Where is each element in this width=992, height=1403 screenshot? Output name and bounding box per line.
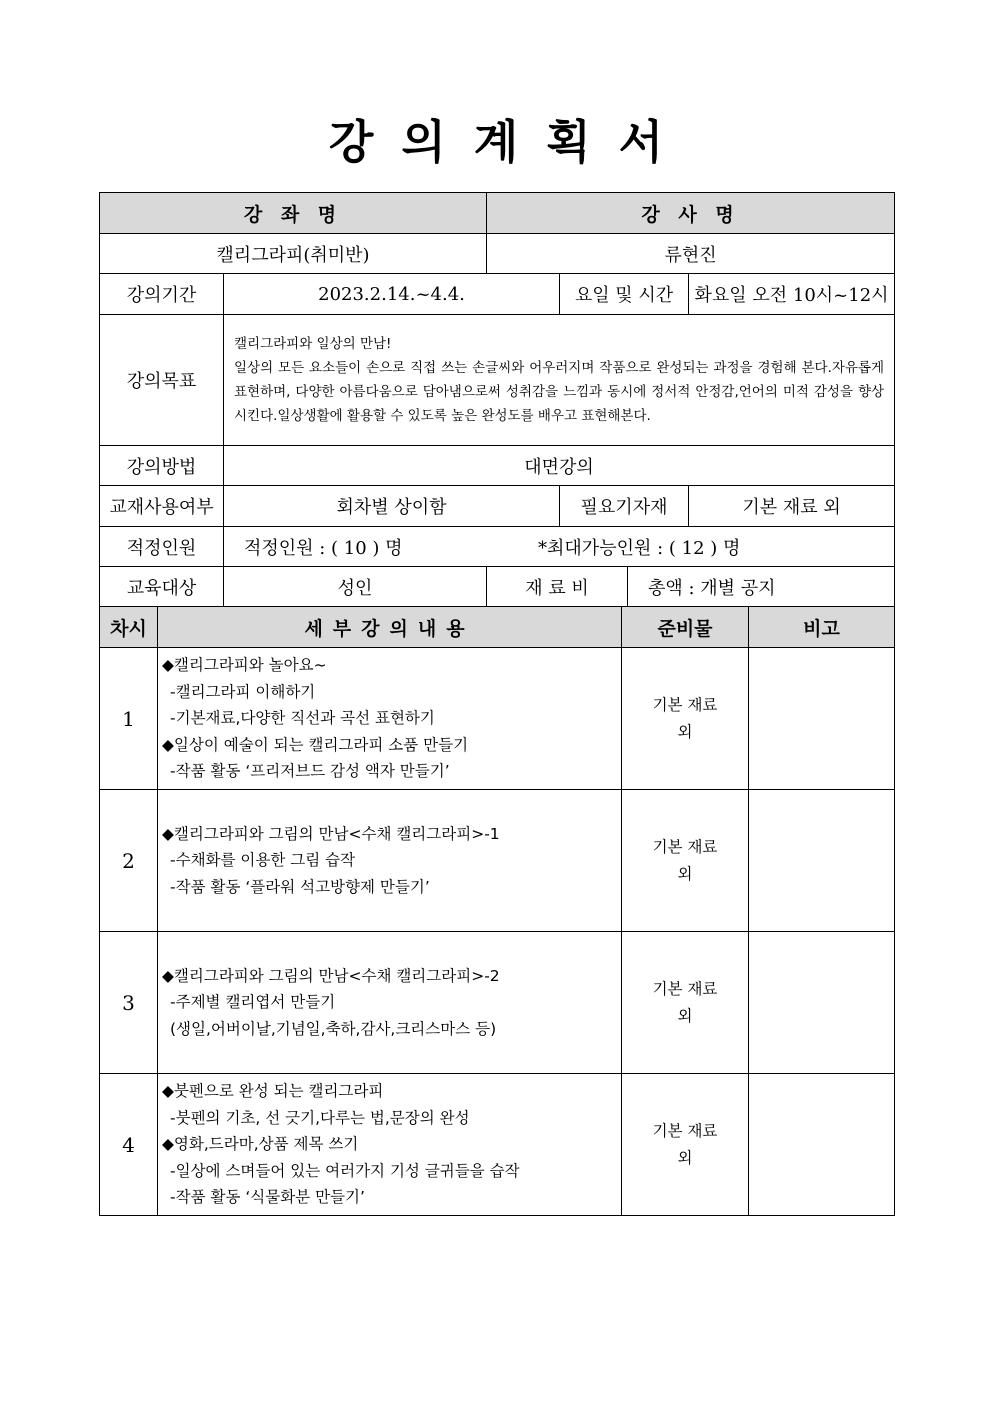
content-line: -기본재료,다양한 직선과 곡선 표현하기 — [170, 709, 435, 728]
materials-line: 기본 재료 — [652, 1121, 718, 1140]
materials-line: 외 — [677, 1148, 693, 1167]
content-line: (생일,어버이날,기념일,축하,감사,크리스마스 등) — [170, 1019, 497, 1038]
content-line: -주제별 캘리엽서 만들기 — [170, 993, 336, 1012]
day-time-label: 요일 및 시간 — [560, 274, 689, 315]
content-line: ◆영화,드라마,상품 제목 쓰기 — [162, 1135, 359, 1154]
materials-line: 기본 재료 — [652, 837, 718, 856]
table-row — [100, 790, 895, 932]
session-number: 2 — [100, 790, 158, 932]
target-value: 성인 — [224, 567, 487, 607]
capacity-value — [224, 527, 895, 567]
table-row — [100, 648, 895, 790]
content-line: -붓펜의 기초, 선 긋기,다루는 법,문장의 완성 — [170, 1108, 470, 1127]
materials-line: 기본 재료 — [652, 695, 718, 714]
session-content — [158, 790, 622, 932]
materials-line: 외 — [677, 1006, 693, 1025]
instructor-header: 강 사 명 — [487, 193, 895, 234]
content-line: ◆붓펜으로 완성 되는 캘리그라피 — [162, 1082, 384, 1101]
notes-header: 비고 — [749, 607, 895, 648]
textbook-value: 회차별 상이함 — [224, 486, 560, 527]
content-line: -작품 활동 ‘식물화분 만들기’ — [170, 1188, 365, 1207]
period-label: 강의기간 — [100, 274, 224, 315]
content-line: ◆일상이 예술이 되는 캘리그라피 소품 만들기 — [162, 735, 469, 754]
method-value: 대면강의 — [224, 446, 895, 486]
session-content — [158, 932, 622, 1074]
session-notes — [749, 648, 895, 790]
session-number: 3 — [100, 932, 158, 1074]
goal-label: 강의목표 — [100, 315, 224, 446]
capacity-label: 적정인원 — [100, 527, 224, 567]
session-notes — [749, 932, 895, 1074]
session-number: 4 — [100, 1074, 158, 1216]
session-materials — [622, 648, 749, 790]
content-line: -일상에 스며들어 있는 여러가지 기성 글귀들을 습작 — [170, 1161, 520, 1180]
table-row — [100, 1074, 895, 1216]
session-materials — [622, 790, 749, 932]
fee-value: 총액 : 개별 공지 — [628, 567, 895, 607]
content-line: -작품 활동 ‘플라워 석고방향제 만들기’ — [170, 877, 430, 896]
content-line: ◆캘리그라피와 놀아요~ — [162, 656, 327, 675]
session-content — [158, 1074, 622, 1216]
materials-line: 기본 재료 — [652, 979, 718, 998]
capacity-text: 적정인원 : ( 10 ) 명 — [244, 537, 403, 559]
content-header: 세부강의내용 — [158, 607, 622, 648]
session-materials — [622, 1074, 749, 1216]
course-info-table — [99, 192, 895, 607]
goal-line: 일상의 모든 요소들이 손으로 직접 쓰는 손글씨와 어우러지며 작품으로 완성되는 과정을 경험해 본다.자유롭게 표현하며, 다양한 아름다움으로 담아냄으로써 성취감을 느낌과 동시에 정서적 안정감,언어의 미적 감성을 향상시킨다.일상생활에 활용할 수 있도록 높은 완성도를 배우고 표현해본다. — [234, 360, 885, 424]
session-notes — [749, 1074, 895, 1216]
materials-line: 외 — [677, 722, 693, 741]
course-name: 캘리그라피(취미반) — [100, 234, 487, 274]
table-row — [100, 932, 895, 1074]
period-value: 2023.2.14.~4.4. — [224, 274, 560, 315]
content-line: ◆캘리그라피와 그림의 만남<수채 캘리그라피>-2 — [162, 966, 500, 985]
equipment-value: 기본 재료 외 — [689, 486, 895, 527]
course-name-header: 강 좌 명 — [100, 193, 487, 234]
session-header: 차시 — [100, 607, 158, 648]
page-title: 강의계획서 — [328, 115, 692, 169]
day-time-value: 화요일 오전 10시~12시 — [689, 274, 895, 315]
session-content — [158, 648, 622, 790]
max-capacity-text: *최대가능인원 : ( 12 ) 명 — [538, 537, 741, 559]
instructor-name: 류현진 — [487, 234, 895, 274]
goal-line: 캘리그라피와 일상의 만남! — [234, 336, 392, 352]
textbook-label: 교재사용여부 — [100, 486, 224, 527]
fee-label: 재 료 비 — [487, 567, 628, 607]
session-materials — [622, 932, 749, 1074]
equipment-label: 필요기자재 — [560, 486, 689, 527]
content-line: -캘리그라피 이해하기 — [170, 682, 316, 701]
session-notes — [749, 790, 895, 932]
goal-text — [224, 315, 895, 446]
materials-header: 준비물 — [622, 607, 749, 648]
content-line: ◆캘리그라피와 그림의 만남<수채 캘리그라피>-1 — [162, 824, 500, 843]
materials-line: 외 — [677, 864, 693, 883]
content-line: -작품 활동 ‘프리저브드 감성 액자 만들기’ — [170, 762, 450, 781]
content-line: -수채화를 이용한 그림 습작 — [170, 851, 356, 870]
schedule-table — [99, 606, 895, 1216]
target-label: 교육대상 — [100, 567, 224, 607]
method-label: 강의방법 — [100, 446, 224, 486]
session-number: 1 — [100, 648, 158, 790]
